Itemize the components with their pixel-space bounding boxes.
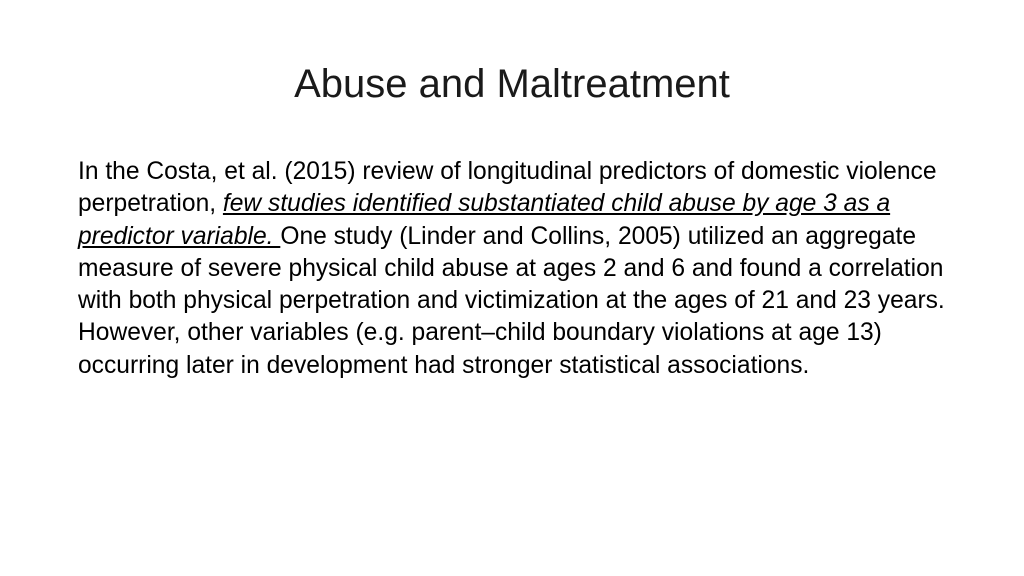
- body-rest-text: One study (Linder and Collins, 2005) utilized an aggregate measure of severe physical child abuse at ages 2 and 6 and found a correlation with both physical perpetration and victimization at the ages of 21 and 23 years. However, other variables (e.g. parent–child boundary violations at age 13) occurring later in development had stronger statistical associations.: [78, 222, 945, 379]
- slide-body: [78, 156, 958, 382]
- body-emphasis-text: few studies identified substantiated child abuse by age 3 as a predictor variable.: [78, 190, 891, 250]
- body-lead-text: In the Costa, et al. (2015) review of longitudinal predictors of domestic violence perpetration,: [78, 158, 937, 218]
- slide-title: Abuse and Maltreatment: [294, 62, 730, 106]
